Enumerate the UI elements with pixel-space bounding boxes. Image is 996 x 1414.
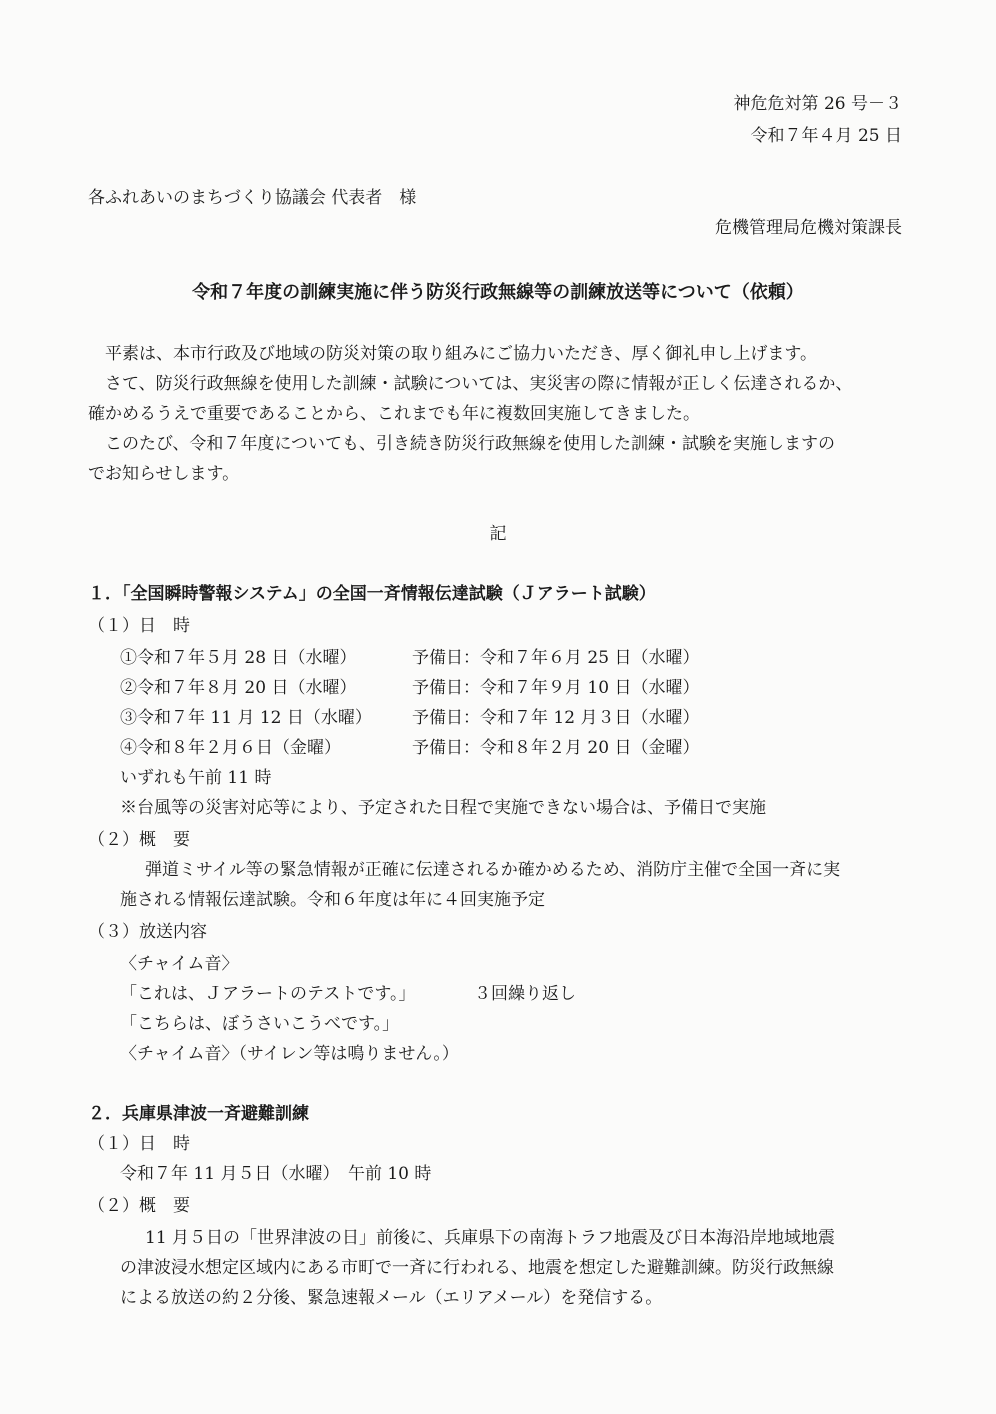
sender: 危機管理局危機対策課長	[715, 218, 902, 238]
schedule-date: ④令和８年２月６日（金曜）	[120, 738, 341, 758]
schedule-date: ①令和７年５月 28 日（水曜）	[120, 648, 357, 668]
broadcast-repeat-note: ３回繰り返し	[474, 984, 576, 1004]
intro-paragraph-3-line-2: でお知らせします。	[88, 464, 240, 484]
section-2-datetime: 令和７年 11 月５日（水曜） 午前 10 時	[120, 1164, 432, 1184]
intro-paragraph-2-line-1	[88, 372, 852, 396]
schedule-reserve-date: 予備日：令和７年６月 25 日（水曜）	[412, 648, 700, 668]
section-1-overview-line-2: 施される情報伝達試験。令和６年度は年に４回実施予定	[120, 890, 545, 910]
schedule-time: いずれも午前 11 時	[120, 768, 272, 788]
schedule-date: ②令和７年８月 20 日（水曜）	[120, 678, 357, 698]
schedule-note: ※台風等の災害対応等により、予定された日程で実施できない場合は、予備日で実施	[120, 798, 766, 818]
section-1-heading: １．「全国瞬時警報システム」の全国一斉情報伝達試験（Ｊアラート試験）	[88, 584, 656, 604]
section-2-overview-line-3: による放送の約２分後、緊急速報メール（エリアメール）を発信する。	[120, 1288, 663, 1308]
intro-p2-line1-text: さて、防災行政無線を使用した訓練・試験については、実災害の際に情報が正しく伝達されるか、	[105, 374, 853, 394]
section-2-overview-line-1: 11 月５日の「世界津波の日」前後に、兵庫県下の南海トラフ地震及び日本海沿岸地域地震	[145, 1228, 836, 1248]
schedule-reserve-date: 予備日：令和７年９月 10 日（水曜）	[412, 678, 700, 698]
ki-marker: 記	[489, 524, 507, 544]
addressee: 各ふれあいのまちづくり協議会 代表者 様	[88, 188, 417, 208]
intro-paragraph-3-line-1	[88, 432, 835, 456]
section-1-overview-line-1: 弾道ミサイル等の緊急情報が正確に伝達されるか確かめるため、消防庁主催で全国一斉に実	[145, 860, 841, 880]
section-2-heading: ２．兵庫県津波一斉避難訓練	[88, 1104, 309, 1124]
section-1-subheading-overview: （２）概 要	[88, 830, 190, 850]
section-2-overview-line-2: の津波浸水想定区域内にある市町で一斉に行われる、地震を想定した避難訓練。防災行政無線	[120, 1258, 834, 1278]
intro-p1-text: 平素は、本市行政及び地域の防災対策の取り組みにご協力いただき、厚く御礼申し上げます。	[105, 344, 817, 364]
broadcast-chime-start: 〈チャイム音〉	[120, 954, 239, 974]
intro-paragraph-1	[88, 342, 817, 366]
document-number: 神危危対第 26 号－３	[733, 94, 902, 114]
document-title: 令和７年度の訓練実施に伴う防災行政無線等の訓練放送等について（依頼）	[192, 282, 804, 303]
schedule-reserve-date: 予備日：令和８年２月 20 日（金曜）	[412, 738, 700, 758]
section-1-subheading-datetime: （１）日 時	[88, 616, 190, 636]
broadcast-message-2: 「こちらは、ぼうさいこうべです。」	[120, 1014, 400, 1034]
intro-paragraph-2-line-2: 確かめるうえで重要であることから、これまでも年に複数回実施してきました。	[88, 404, 700, 424]
intro-p3-line1-text: このたび、令和７年度についても、引き続き防災行政無線を使用した訓練・試験を実施しますの	[105, 434, 835, 454]
section-2-subheading-datetime: （１）日 時	[88, 1134, 190, 1154]
section-1-subheading-broadcast: （３）放送内容	[88, 922, 207, 942]
section-2-subheading-overview: （２）概 要	[88, 1196, 190, 1216]
broadcast-chime-end: 〈チャイム音〉（サイレン等は鳴りません。）	[120, 1044, 459, 1064]
broadcast-message-1: 「これは、Ｊアラートのテストです。」	[120, 984, 416, 1004]
schedule-reserve-date: 予備日：令和７年 12 月３日（水曜）	[412, 708, 700, 728]
document-date: 令和７年４月 25 日	[750, 126, 902, 146]
schedule-date: ③令和７年 11 月 12 日（水曜）	[120, 708, 372, 728]
